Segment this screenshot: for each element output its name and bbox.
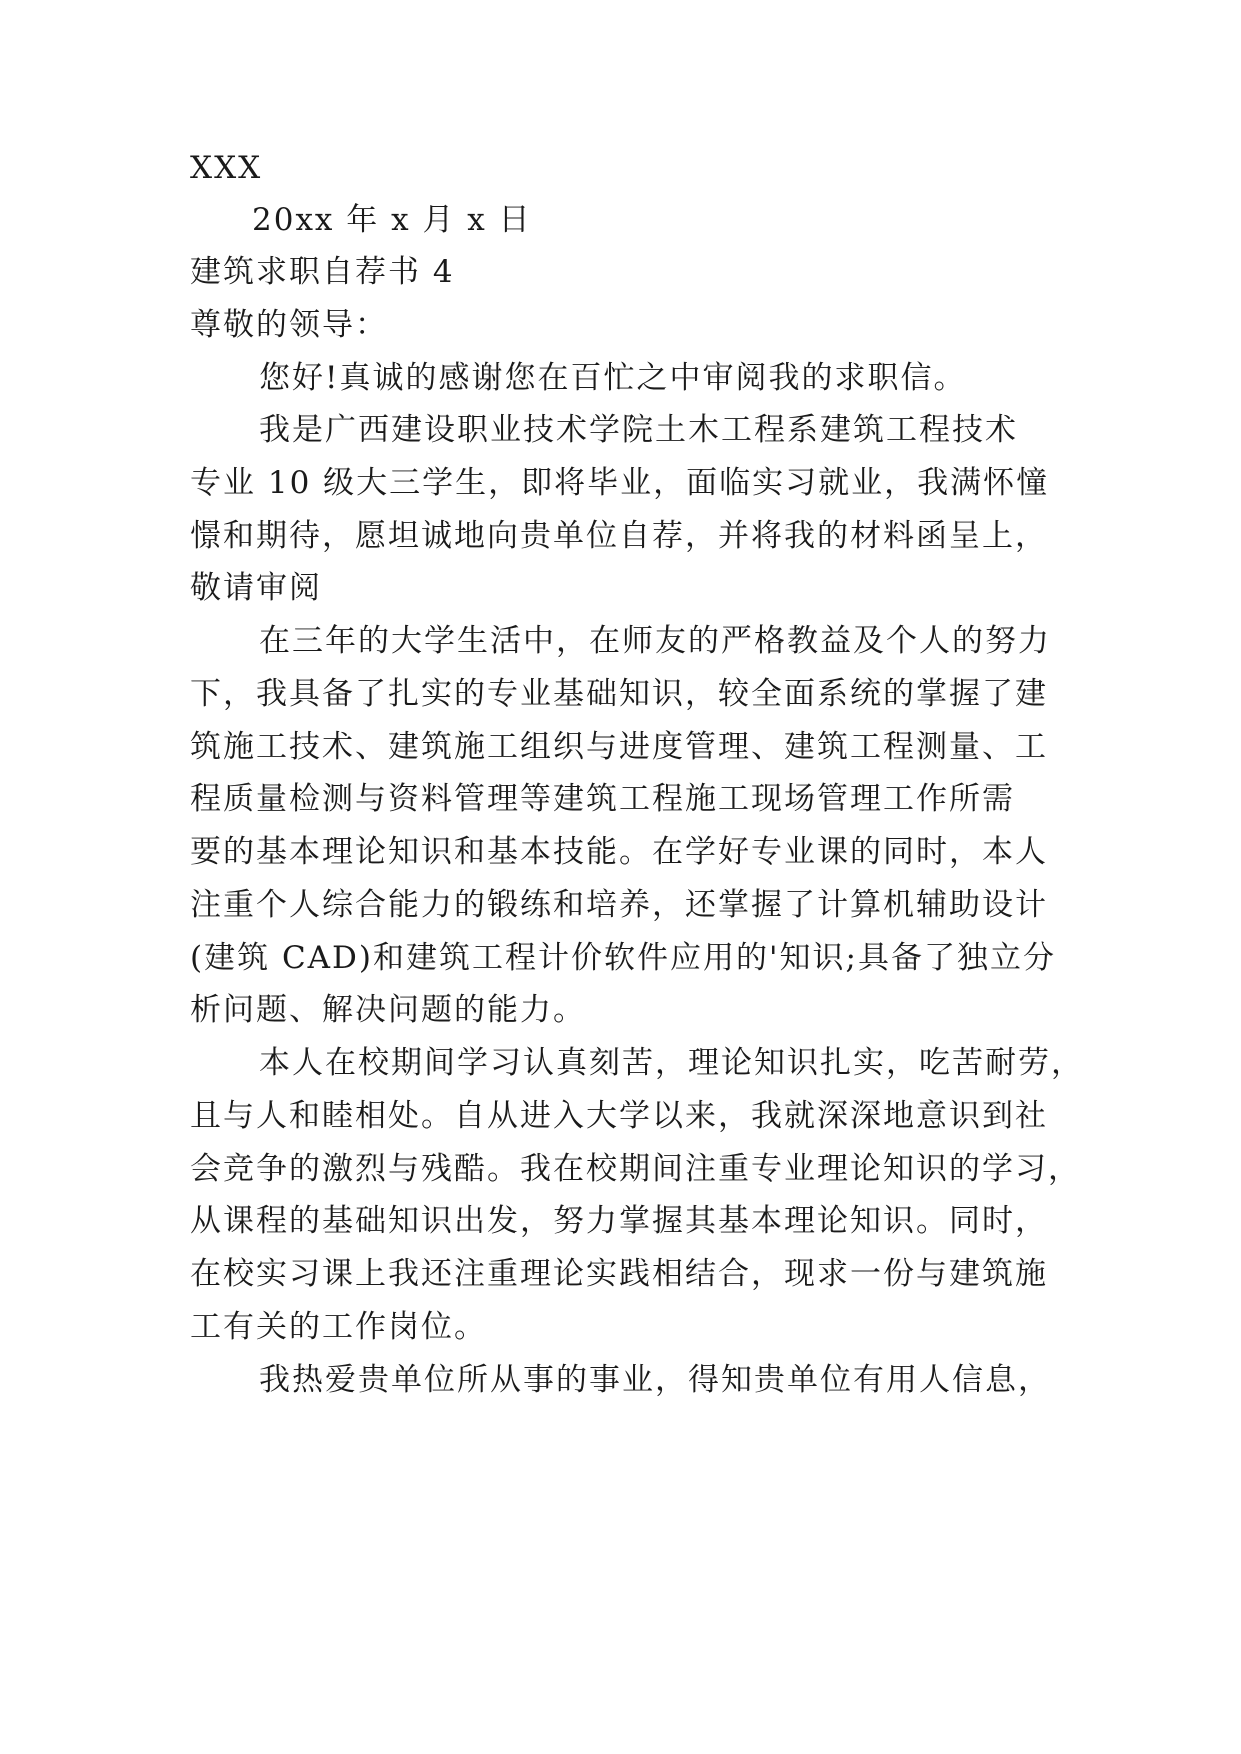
- paragraph-line: 筑施工技术、建筑施工组织与进度管理、建筑工程测量、工: [190, 729, 1048, 765]
- paragraph-line: 要的基本理论知识和基本技能。在学好专业课的同时，本人: [190, 834, 1048, 870]
- salutation: 尊敬的领导：: [190, 307, 388, 343]
- paragraph-line: 在三年的大学生活中，在师友的严格教益及个人的努力: [259, 623, 1051, 659]
- paragraph-line: 程质量检测与资料管理等建筑工程施工现场管理工作所需: [190, 781, 1015, 817]
- paragraph-line: 您好!真诚的感谢您在百忙之中审阅我的求职信。: [259, 360, 967, 396]
- signature: XXX: [190, 150, 263, 186]
- paragraph-line: 注重个人综合能力的锻练和培养，还掌握了计算机辅助设计: [190, 887, 1048, 923]
- date: 20xx 年 x 月 x 日: [252, 202, 532, 238]
- paragraph-line: 析问题、解决问题的能力。: [190, 992, 586, 1028]
- paragraph-line: 专业 10 级大三学生，即将毕业，面临实习就业，我满怀憧: [190, 465, 1050, 501]
- paragraph-line: 从课程的基础知识出发，努力掌握其基本理论知识。同时，: [190, 1203, 1048, 1239]
- paragraph-line: 工有关的工作岗位。: [190, 1309, 487, 1345]
- paragraph-line: 我热爱贵单位所从事的事业，得知贵单位有用人信息，: [259, 1362, 1051, 1398]
- paragraph-line: 会竞争的激烈与残酷。我在校期间注重专业理论知识的学习，: [190, 1151, 1081, 1187]
- paragraph-line: (建筑 CAD)和建筑工程计价软件应用的'知识;具备了独立分: [190, 940, 1056, 976]
- paragraph-line: 憬和期待，愿坦诚地向贵单位自荐，并将我的材料函呈上，: [190, 518, 1048, 554]
- paragraph-line: 本人在校期间学习认真刻苦，理论知识扎实，吃苦耐劳，: [259, 1045, 1084, 1081]
- paragraph-line: 在校实习课上我还注重理论实践相结合，现求一份与建筑施: [190, 1256, 1048, 1292]
- paragraph-line: 我是广西建设职业技术学院土木工程系建筑工程技术: [259, 412, 1018, 448]
- paragraph-line: 且与人和睦相处。自从进入大学以来，我就深深地意识到社: [190, 1098, 1048, 1134]
- document-title: 建筑求职自荐书 4: [190, 254, 455, 290]
- paragraph-line: 下，我具备了扎实的专业基础知识，较全面系统的掌握了建: [190, 676, 1048, 712]
- paragraph-line: 敬请审阅: [190, 570, 322, 606]
